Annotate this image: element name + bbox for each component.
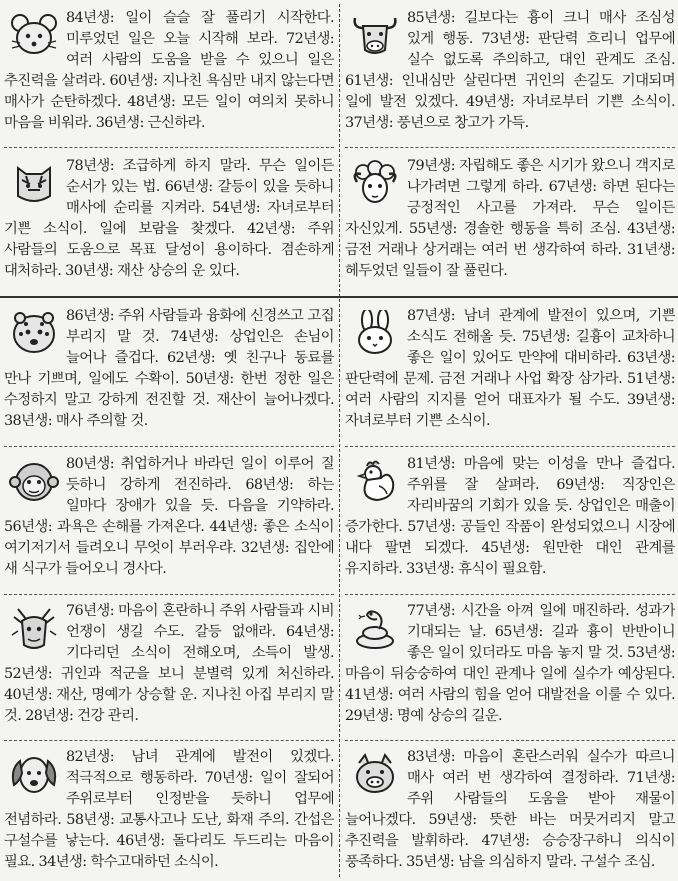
row-divider [4,594,334,595]
pig-icon [349,751,401,799]
horoscope-text: 87년생: 남녀 관계에 발전이 있으며, 기쁜 소식도 전해올 듯. 75년생: 길흉이 교차하니 좋은 일이 있어도 만약에 대비하라. 63년생: 판단력에 문제. 금전 거래나 사업 확장 삼가라. 51년생: 여러 사람의 지지를 얻어 대표자가 될 수도. 39년생: 자녀로부터 기쁜 소식이. [345,308,675,429]
horoscope-entry-rooster [345,454,675,586]
horoscope-entry-leopard [4,306,334,441]
horoscope-entry-ox [345,8,675,142]
row-divider [4,147,334,148]
horoscope-text: 80년생: 취업하거나 바라던 일이 이루어 질 듯하니 강하게 전진하라. 68년생: 하는 일마다 장애가 있을 듯. 다음을 기약하라. 56년생: 과욕은 손해를 가져온다. 44년생: 좋은 소식이 여기저기서 들려오니 무엇이 부러우랴. 32년생: 집안에 새 식구가 들어오니 경사다. [4,456,334,577]
horoscope-text: 84년생: 일이 슬슬 잘 풀리기 시작한다. 미루었던 일은 오늘 시작해 보라. 72년생: 여러 사람의 도움을 받을 수 있으니 일은 추진력을 살려라. 60년생: 지나친 욕심만 내지 않는다면 매사가 순탄하겠다. 48년생: 모든 일이 여의치 못하니 마음을 비워라. 36년생: 근신하라. [4,10,334,131]
horoscope-entry-rat [4,8,334,142]
horoscope-text: 77년생: 시간을 아껴 일에 매진하라. 성과가 기대되는 날. 65년생: 길과 흉이 반반이니 좋은 일이 있더라도 마음 놓지 말 것. 53년생: 마음이 뒤숭숭하여 대인 관계나 일에 실수가 예상된다. 41년생: 여러 사람의 힘을 얻어 대발전을 이룰 수 있다. 29년생: 명예 상승의 길운. [345,603,675,724]
horoscope-entry-snake [345,601,675,733]
ox-icon [349,12,401,60]
horoscope-text: 83년생: 마음이 혼란스러워 실수가 따르니 매사 여러 번 생각하여 결정하라. 71년생: 주위 사람들의 도움을 받아 재물이 늘어나겠다. 59년생: 뜻한 바는 머뭇거리지 말고 추진력을 발휘하라. 47년생: 승승장구하니 의식이 풍족하다. 35년생: 남을 의심하지 말라. 구설수 조심. [345,749,675,870]
dragon-icon [8,605,60,653]
horoscope-text: 78년생: 조급하게 하지 말라. 무슨 일이든 순서가 있는 법. 66년생: 갈등이 있을 듯하니 매사에 순리를 지켜라. 54년생: 자녀로부터 기쁜 소식이. 일에 보람을 찾겠다. 42년생: 주위 사람들의 도움으로 목표 달성이 용이하다. 겸손하게 대처하라. 30년생: 재산 상승의 운 있다. [4,158,334,279]
leopard-icon [8,310,60,358]
horoscope-entry-sheep [345,156,675,288]
row-divider [4,740,334,741]
row-divider [4,446,334,447]
horoscope-entry-dog [4,747,334,877]
horoscope-text: 86년생: 주위 사람들과 융화에 신경쓰고 고집 부리지 말 것. 74년생: 상업인은 손님이 늘어나 즐겁다. 62년생: 옛 친구나 동료를 만나 기쁘며, 일에도 수확이. 50년생: 한번 정한 일은 수정하지 말고 강하게 전진할 것. 재산이 늘어나겠다. 38년생: 매사 주의할 것. [4,308,334,429]
horoscope-text: 82년생: 남녀 관계에 발전이 있겠다. 적극적으로 행동하라. 70년생: 일이 잘되어 주위로부터 인정받을 듯하니 업무에 전념하라. 58년생: 교통사고나 도난, 화재 주의. 간섭은 구설수를 낳는다. 46년생: 돌다리도 두드리는 마음이 필요. 34년생: 학수고대하던 소식이. [4,749,334,870]
horoscope-entry-monkey [4,454,334,586]
dog-icon [8,751,60,799]
snake-icon [349,605,401,653]
horoscope-text: 79년생: 자립해도 좋은 시기가 왔으니 객지로 나가려면 그렇게 하라. 67년생: 하면 된다는 긍정적인 사고를 가져라. 무슨 일이든 자신있게. 55년생: 경솔한 행동을 특히 조심. 43년생: 금전 거래나 상거래는 여러 번 생각하여 하라. 31년생: 헤두었던 일들이 잘 풀린다. [345,158,675,279]
horoscope-entry-dragon [4,601,334,733]
sheep-icon [349,160,401,208]
horoscope-text: 76년생: 마음이 혼란하니 주위 사람들과 시비 언쟁이 생길 수도. 갈등 없애라. 64년생: 기다리던 소식이 전해오며, 소득이 발생. 52년생: 귀인과 적군을 보니 분별력 있게 처신하라. 40년생: 재산, 명예가 상승할 운. 지나친 아집 부리지 말 것. 28년생: 건강 관리. [4,603,334,724]
monkey-icon [8,458,60,506]
rooster-icon [349,458,401,506]
row-divider [345,594,675,595]
tiger-icon [8,160,60,208]
column-divider [339,4,340,877]
row-divider [345,446,675,447]
rabbit-icon [349,310,401,358]
horoscope-text: 81년생: 마음에 맞는 이성을 만나 즐겁다. 주위를 잘 살펴라. 69년생: 직장인은 자리바꿈의 기회가 있을 듯. 상업인은 매출이 증가한다. 57년생: 공들인 작품이 완성되었으니 시장에 내다 팔면 되겠다. 45년생: 원만한 대인 관계를 유지하라. 33년생: 휴식이 필요함. [345,456,675,577]
row-divider [345,740,675,741]
section-divider [0,296,678,298]
horoscope-entry-tiger [4,156,334,288]
horoscope-entry-rabbit [345,306,675,441]
rat-icon [8,12,60,60]
row-divider [345,147,675,148]
horoscope-entry-pig [345,747,675,877]
horoscope-text: 85년생: 길보다는 흉이 크니 매사 조심성 있게 행동. 73년생: 판단력 흐리니 업무에 실수 없도록 주의하고, 대인 관계도 조심. 61년생: 인내심만 살린다면 귀인의 손길도 기대되며 일에 발전 있겠다. 49년생: 자녀로부터 기쁜 소식이. 37년생: 풍년으로 창고가 가득. [345,10,675,131]
